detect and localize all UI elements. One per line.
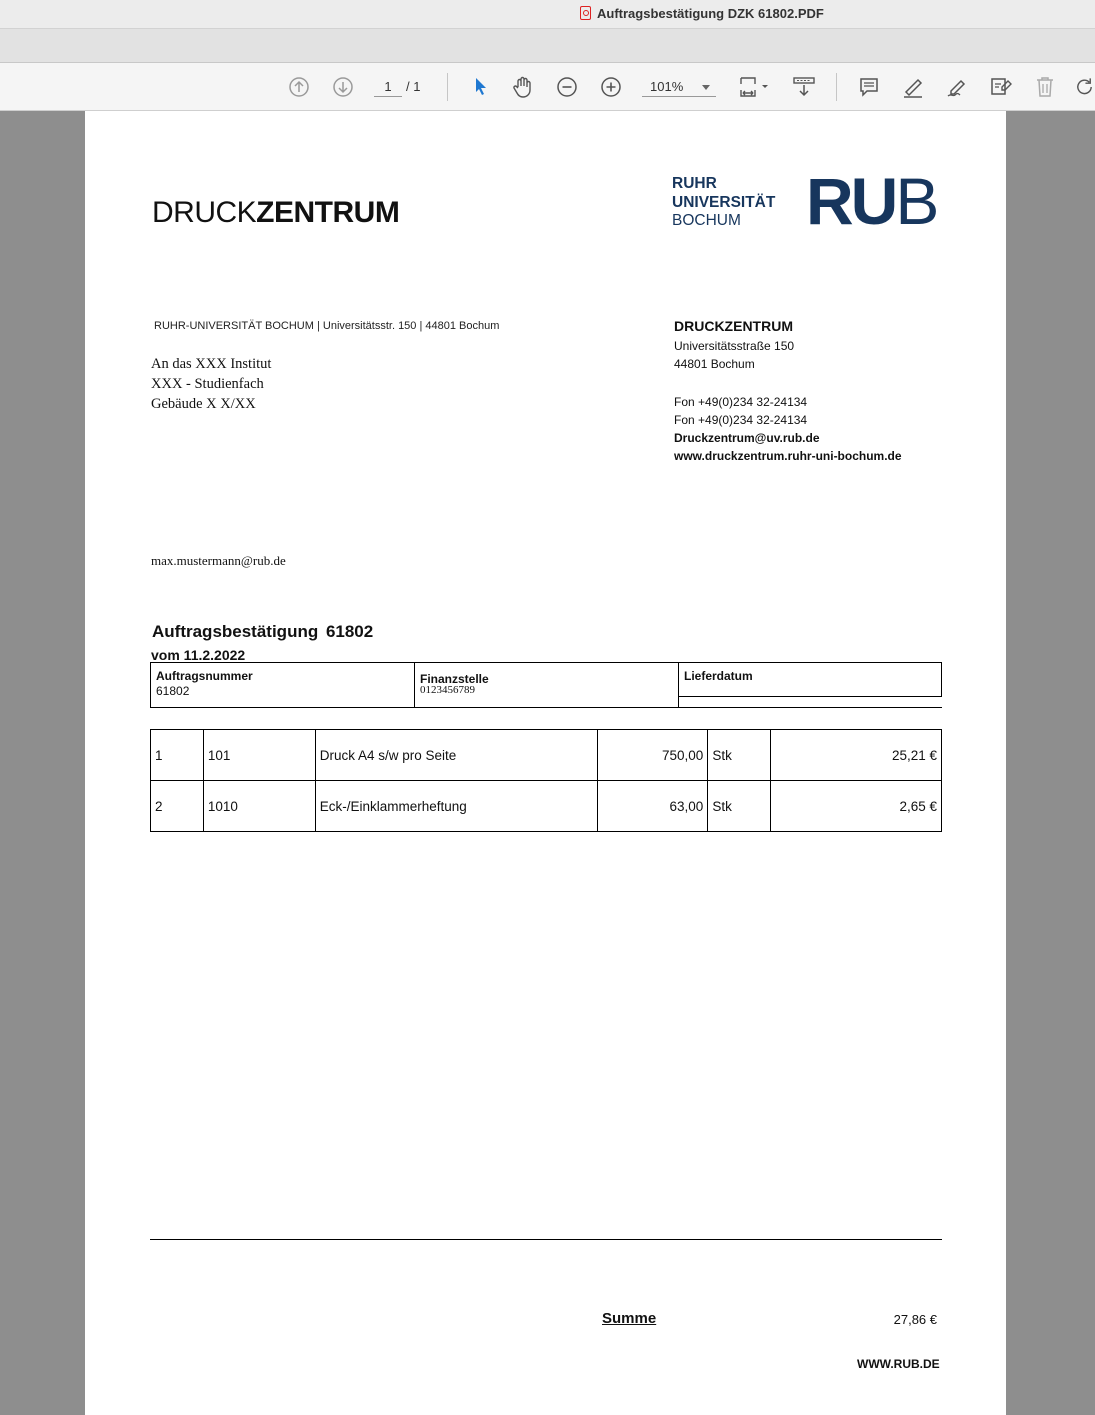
item-description: Druck A4 s/w pro Seite xyxy=(315,730,598,781)
contact-website: www.druckzentrum.ruhr-uni-bochum.de xyxy=(674,449,902,463)
contact-phone: Fon +49(0)234 32-24134 xyxy=(674,413,808,427)
item-position: 1 xyxy=(151,730,204,781)
footer-divider xyxy=(150,1239,942,1240)
select-pointer-icon[interactable] xyxy=(468,75,492,99)
item-unit: Stk xyxy=(708,781,771,832)
stamp-icon[interactable] xyxy=(988,75,1014,99)
footer-website: WWW.RUB.DE xyxy=(857,1357,940,1371)
page-up-icon[interactable] xyxy=(287,75,311,99)
zoom-out-icon[interactable] xyxy=(555,75,579,99)
item-quantity: 750,00 xyxy=(598,730,708,781)
item-quantity: 63,00 xyxy=(598,781,708,832)
item-description: Eck-/Einklammerheftung xyxy=(315,781,598,832)
pdf-file-icon xyxy=(580,6,591,20)
trash-icon[interactable] xyxy=(1033,75,1057,99)
document-date: vom 11.2.2022 xyxy=(151,647,246,663)
item-unit: Stk xyxy=(708,730,771,781)
hand-tool-icon[interactable] xyxy=(510,75,536,99)
pdf-toolbar xyxy=(0,63,1095,111)
item-article: 1010 xyxy=(203,781,315,832)
comment-icon[interactable] xyxy=(857,75,881,99)
recipient-address: An das XXX Institut XXX - Studienfach Gebäude X X/XX xyxy=(151,356,272,412)
window-title: Auftragsbestätigung DZK 61802.PDF xyxy=(580,6,824,21)
document-title: Auftragsbestätigung 61802 xyxy=(152,622,374,641)
university-name-logo: RUHR UNIVERSITÄT BOCHUM xyxy=(672,175,776,229)
rotate-icon[interactable] xyxy=(1074,75,1095,99)
sender-line: RUHR-UNIVERSITÄT BOCHUM | Universitätsstr. 150 | 44801 Bochum xyxy=(154,320,500,332)
table-row xyxy=(151,781,942,832)
druckzentrum-logo: DRUCKZENTRUM xyxy=(152,196,400,229)
contact-email: Druckzentrum@uv.rub.de xyxy=(674,431,820,445)
toolbar-divider xyxy=(836,73,837,101)
finance-center-cell: Finanzstelle 0123456789 xyxy=(414,662,679,708)
customer-email: max.mustermann@rub.de xyxy=(151,553,286,568)
contact-phone: Fon +49(0)234 32-24134 xyxy=(674,395,808,409)
table-row xyxy=(151,730,942,781)
page-total-label: / 1 xyxy=(406,79,421,94)
highlight-icon[interactable] xyxy=(900,75,926,99)
window-titlebar xyxy=(0,0,1095,29)
chevron-down-icon xyxy=(702,85,710,90)
zoom-select[interactable]: 101% xyxy=(642,77,716,97)
rub-logo-mark: RUB xyxy=(806,164,937,238)
contact-street: Universitätsstraße 150 xyxy=(674,339,795,353)
header-underline xyxy=(678,707,942,708)
contact-org: DRUCKZENTRUM xyxy=(674,318,793,334)
item-price: 2,65 € xyxy=(771,781,942,832)
page-number-input[interactable]: 1 xyxy=(374,77,402,97)
item-article: 101 xyxy=(203,730,315,781)
document-viewer[interactable] xyxy=(0,111,1095,1415)
page-fit-icon[interactable] xyxy=(736,75,772,99)
sign-icon[interactable] xyxy=(944,75,970,99)
zoom-in-icon[interactable] xyxy=(599,75,623,99)
toolbar-divider xyxy=(447,73,448,101)
contact-block xyxy=(674,317,902,465)
contact-city: 44801 Bochum xyxy=(674,357,755,371)
sum-value: 27,86 € xyxy=(893,1312,937,1327)
download-icon[interactable] xyxy=(792,75,816,99)
item-position: 2 xyxy=(151,781,204,832)
pdf-page xyxy=(85,111,1006,1415)
delivery-date-cell: Lieferdatum xyxy=(678,662,942,697)
tab-strip xyxy=(0,29,1095,63)
item-price: 25,21 € xyxy=(771,730,942,781)
page-down-icon[interactable] xyxy=(331,75,355,99)
order-number-cell: Auftragsnummer 61802 xyxy=(150,662,415,708)
order-items-table xyxy=(150,729,942,832)
sum-label: Summe xyxy=(602,1310,657,1327)
